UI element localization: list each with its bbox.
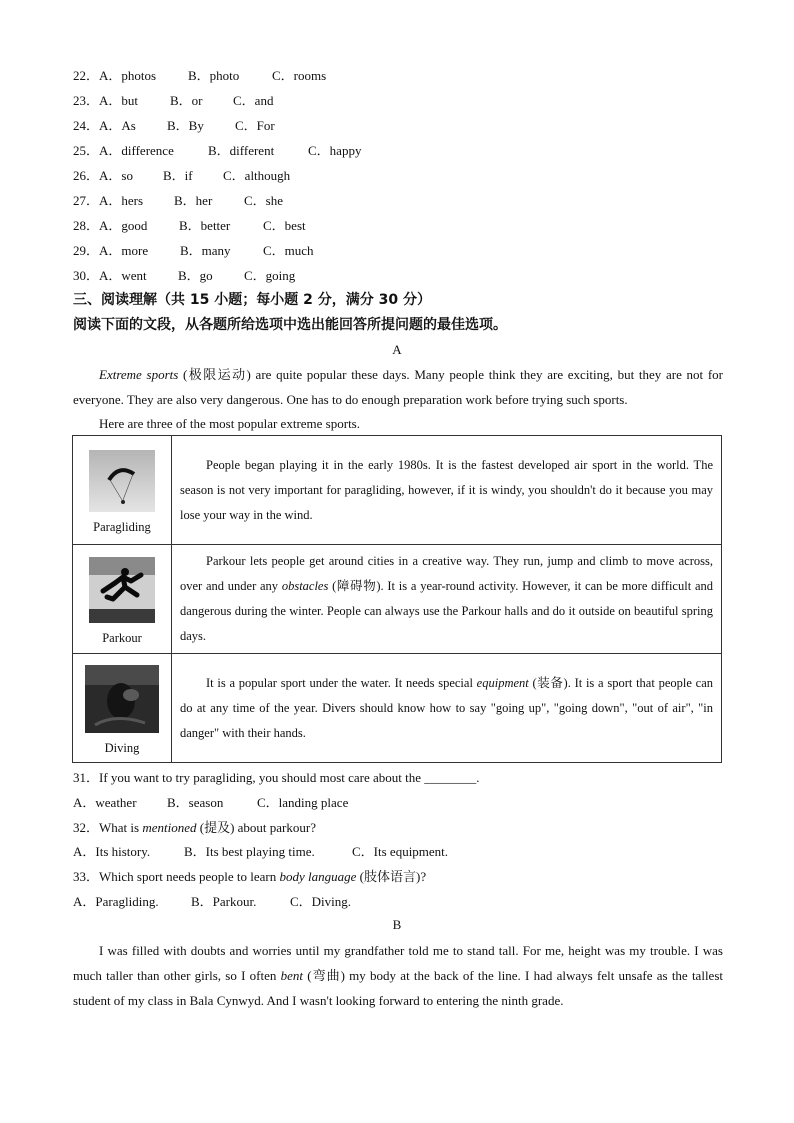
option-c[interactable]: C．happy [308, 143, 362, 158]
q32-stem-2: (提及) about parkour? [196, 820, 316, 835]
passage-b-text-1: I was filled with doubts and worries until my grandfather told me to stand tall. For me, height was my trouble. I was much taller than other girls, so I often [73, 943, 723, 983]
option-a[interactable]: A．Its history. [73, 844, 151, 859]
table-row [73, 654, 722, 763]
question-number: 28． [73, 218, 100, 233]
paragliding-caption: Paragliding [93, 519, 151, 534]
q32-term: mentioned [142, 820, 197, 835]
option-a[interactable]: A．more [99, 243, 149, 258]
question-number: 27． [73, 193, 100, 208]
option-b[interactable]: B．By [167, 118, 204, 133]
q33-stem-2: (肢体语言)? [356, 869, 427, 884]
section-heading: 三、阅读理解（共 15 小题；每小题 2 分，满分 30 分） [73, 292, 431, 308]
passage-a-label: A [392, 342, 402, 357]
table-row [73, 545, 722, 654]
passage-b-label: B [392, 917, 402, 932]
q33-stem-1: 33．Which sport needs people to learn [73, 869, 280, 884]
question-32 [73, 817, 316, 836]
option-c[interactable]: C．For [235, 118, 275, 133]
question-number: 29． [73, 243, 100, 258]
option-b[interactable]: B．her [174, 193, 213, 208]
option-a[interactable]: A．hers [99, 193, 144, 208]
option-a[interactable]: A．good [99, 218, 148, 233]
intro-text: (极限运动) are quite popular these days. Many people think they are exciting, but they are not for everyone. They are also very dangerous. One has to do enough preparation work before trying such sports. [73, 367, 723, 407]
q33-term: body language [279, 869, 357, 884]
option-c[interactable]: C．landing place [257, 795, 349, 810]
intro-2-text: Here are three of the most popular extreme sports. [99, 416, 360, 431]
diving-caption: Diving [104, 740, 140, 755]
option-c[interactable]: C．and [233, 93, 274, 108]
option-b[interactable]: B．or [170, 93, 203, 108]
question-31: 31．If you want to try paragliding, you should most care about the ________. [73, 770, 480, 785]
option-b[interactable]: B．Its best playing time. [184, 844, 315, 859]
option-c[interactable]: C．going [244, 268, 296, 283]
option-c[interactable]: C．best [263, 218, 306, 233]
diving-text-1: It is a popular sport under the water. It needs special [206, 675, 477, 690]
option-b[interactable]: B．if [163, 168, 193, 183]
option-b[interactable]: B．season [167, 795, 224, 810]
diving-text-2: (装备). It is a sport that people can do at any time of the year. Divers should know how to say "going up", "going down", "out of air", "in danger" with their hands. [180, 675, 713, 740]
option-c[interactable]: C．she [244, 193, 284, 208]
passage-a-intro-2 [73, 411, 723, 436]
question-number: 26． [73, 168, 100, 183]
option-c[interactable]: C．rooms [272, 68, 327, 83]
parkour-image-cell [73, 545, 172, 654]
option-b[interactable]: B．photo [188, 68, 240, 83]
question-number: 25． [73, 143, 100, 158]
parkour-term: obstacles [281, 579, 329, 593]
option-b[interactable]: B．different [208, 143, 275, 158]
option-a[interactable]: A．difference [99, 143, 174, 158]
question-33 [73, 866, 426, 885]
section-instruction: 阅读下面的文段，从各题所给选项中选出能回答所提问题的最佳选项。 [73, 317, 507, 333]
option-b[interactable]: B．better [179, 218, 231, 233]
passage-a-intro [73, 362, 723, 412]
question-number: 23． [73, 93, 100, 108]
passage-b-text-2: (弯曲) my body at the back of the line. I had always felt unsafe as the tallest student of my class in Bala Cynwyd. And I wasn't looking forward to entering the ninth grade. [73, 968, 723, 1008]
option-b[interactable]: B．many [180, 243, 231, 258]
diving-description [172, 654, 722, 763]
option-a[interactable]: A．went [99, 268, 147, 283]
option-b[interactable]: B．go [178, 268, 213, 283]
option-a[interactable]: A．weather [73, 795, 137, 810]
option-c[interactable]: C．although [223, 168, 291, 183]
diving-term: equipment [476, 675, 529, 690]
option-c[interactable]: C．Diving. [290, 894, 352, 909]
diving-icon [85, 665, 159, 737]
passage-b-term: bent [280, 968, 304, 983]
passage-b-text [73, 938, 723, 1013]
question-number: 22． [73, 68, 100, 83]
table-row [73, 436, 722, 545]
option-c[interactable]: C．Its equipment. [352, 844, 449, 859]
parkour-caption: Parkour [102, 630, 142, 645]
option-a[interactable]: A．Paragliding. [73, 894, 159, 909]
option-b[interactable]: B．Parkour. [191, 894, 257, 909]
parkour-text-2: (障碍物). It is a year-round activity. However, it can be more difficult and dangerous during the winter. People can always use the Parkour halls and do it outside on beautiful spring days. [180, 579, 713, 643]
intro-term: Extreme sports [99, 367, 179, 382]
parkour-icon [89, 557, 155, 627]
option-a[interactable]: A．but [99, 93, 139, 108]
option-a[interactable]: A．so [99, 168, 133, 183]
question-number: 30． [73, 268, 100, 283]
paragliding-icon [89, 450, 155, 516]
option-a[interactable]: A．As [99, 118, 136, 133]
paragliding-text: People began playing it in the early 1980s. It is the fastest developed air sport in the world. The season is not very important for paragliding, however, if it is windy, you shouldn't do it because you may lose your way in the wind. [180, 457, 713, 522]
question-number: 24． [73, 118, 100, 133]
paragliding-image-cell [73, 436, 172, 545]
parkour-text-1: Parkour lets people get around cities in a creative way. They run, jump and climb to move across, over and under any [180, 554, 713, 593]
diving-image-cell [73, 654, 172, 763]
paragliding-description [172, 436, 722, 545]
q32-stem-1: 32．What is [73, 820, 143, 835]
option-a[interactable]: A．photos [99, 68, 157, 83]
option-c[interactable]: C．much [263, 243, 314, 258]
parkour-description [172, 545, 722, 654]
sports-table [72, 435, 722, 763]
